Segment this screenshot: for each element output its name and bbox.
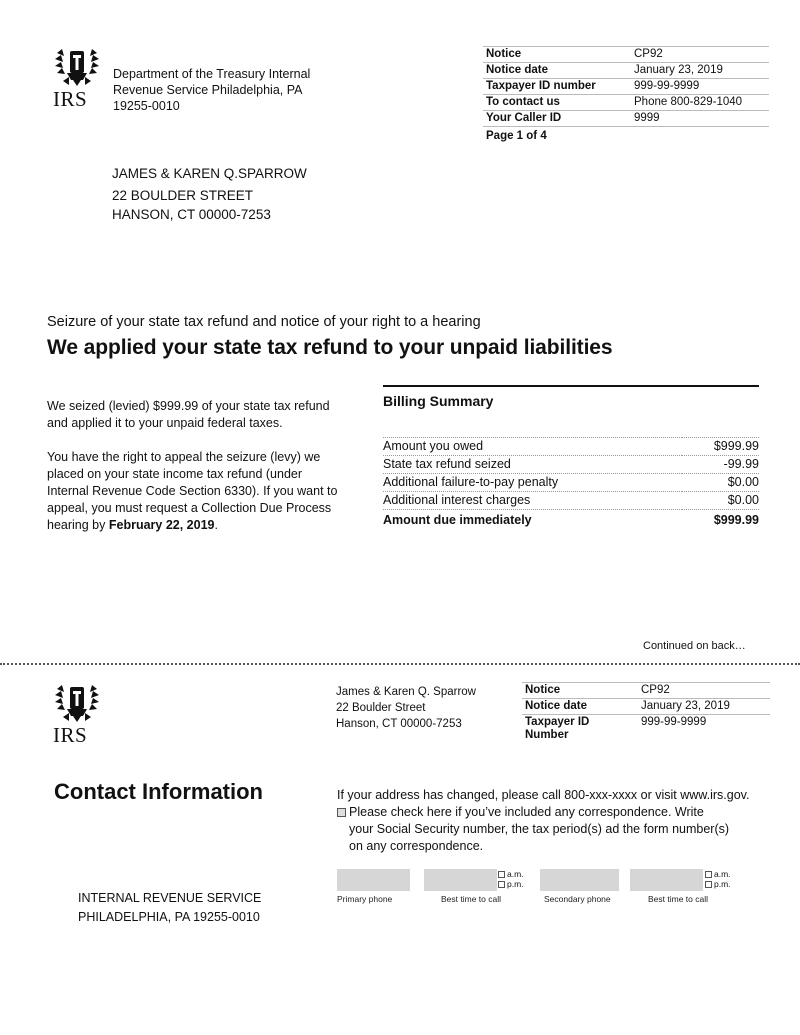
correspondence-checkbox[interactable]: [337, 808, 346, 817]
irs-eagle-icon: [53, 47, 101, 87]
billing-row: [383, 456, 759, 474]
sender-line: Revenue Service Philadelphia, PA: [113, 83, 303, 97]
best-time-field[interactable]: [424, 869, 497, 891]
notice-info-table: [483, 46, 769, 144]
appeal-text: You have the right to appeal the seizure (levy) we placed on your state income tax refund (under Internal Revenue Code Section 6330). If you want to appeal, you must request a Collection Due Process hearing by: [47, 450, 338, 532]
correspondence-line: [337, 804, 757, 821]
billing-total-label: Amount due immediately: [383, 510, 682, 530]
notice-label: Notice: [483, 47, 631, 63]
appeal-deadline: February 22, 2019: [108, 518, 215, 532]
irs-eagle-icon: [53, 683, 101, 723]
sender-address: [113, 66, 343, 114]
contact-instructions: [337, 787, 757, 855]
am-label: a.m.: [507, 869, 524, 879]
irs-city: PHILADELPHIA, PA 19255-0010: [78, 910, 260, 924]
pm-label: p.m.: [714, 879, 731, 889]
stub-taxpayer-id-row: [522, 715, 770, 744]
correspondence-line: your Social Security number, the tax period(s) ad the form number(s): [349, 822, 730, 836]
stub-notice-table: [522, 682, 770, 743]
billing-label: Additional failure-to-pay penalty: [383, 474, 682, 492]
stub-taxpayer-id-label: Taxpayer ID Number: [522, 715, 638, 744]
secondary-phone-field[interactable]: [540, 869, 619, 891]
contact-value: Phone 800-829-1040: [631, 95, 769, 111]
caller-id-value: 9999: [631, 111, 769, 127]
pm-label: p.m.: [507, 879, 524, 889]
stub-notice-value: CP92: [638, 683, 770, 699]
billing-value: $999.99: [682, 438, 759, 456]
primary-phone-field[interactable]: [337, 869, 410, 891]
irs-mailing-address: [78, 889, 261, 927]
irs-logo-stub: [53, 683, 101, 746]
continued-note: Continued on back…: [643, 640, 746, 652]
taxpayer-id-row: [483, 79, 769, 95]
stub-name: James & Karen Q. Sparrow: [336, 686, 476, 698]
caller-id-row: [483, 111, 769, 127]
stub-city: Hanson, CT 00000-7253: [336, 718, 462, 730]
billing-value: $0.00: [682, 474, 759, 492]
am-pm-options: [498, 869, 524, 889]
billing-table: [383, 437, 759, 529]
pm-checkbox[interactable]: [705, 881, 712, 888]
subheading: Seizure of your state tax refund and notice of your right to a hearing: [47, 314, 481, 330]
notice-date-value: January 23, 2019: [631, 63, 769, 79]
notice-date-row: [483, 63, 769, 79]
perforation-line: [0, 663, 800, 665]
body-text: [47, 398, 347, 551]
stub-street: 22 Boulder Street: [336, 702, 426, 714]
caller-id-label: Your Caller ID: [483, 111, 631, 127]
secondary-phone-caption: Secondary phone: [544, 894, 611, 904]
levy-paragraph: We seized (levied) $999.99 of your state tax refund and applied it to your unpaid federal taxes.: [47, 399, 330, 430]
correspondence-line: on any correspondence.: [349, 839, 484, 853]
address-change-text: If your address has changed, please call 800-xxx-xxxx or visit www.irs.gov.: [337, 788, 750, 802]
billing-summary: [383, 385, 759, 529]
taxpayer-id-value: 999-99-9999: [631, 79, 769, 95]
billing-value: $0.00: [682, 492, 759, 510]
irs-logo-text: IRS: [53, 723, 88, 747]
irs-logo: [53, 47, 101, 110]
billing-label: State tax refund seized: [383, 456, 682, 474]
primary-phone-caption: Primary phone: [337, 894, 393, 904]
notice-date-label: Notice date: [483, 63, 631, 79]
recipient-name: JAMES & KAREN Q.SPARROW: [112, 166, 307, 181]
billing-total-value: $999.99: [682, 510, 759, 530]
sender-line: 19255-0010: [113, 99, 180, 113]
billing-total-row: [383, 510, 759, 530]
notice-value: CP92: [631, 47, 769, 63]
irs-logo-text: IRS: [53, 87, 88, 111]
appeal-end: .: [214, 518, 218, 532]
stub-address: [336, 684, 476, 732]
page-label: Page 1 of 4: [486, 130, 547, 142]
billing-label: Additional interest charges: [383, 492, 682, 510]
recipient-city: HANSON, CT 00000-7253: [112, 207, 271, 222]
contact-row: [483, 95, 769, 111]
pm-checkbox[interactable]: [498, 881, 505, 888]
am-checkbox[interactable]: [498, 871, 505, 878]
page-row: [483, 127, 769, 145]
stub-notice-date-label: Notice date: [522, 699, 638, 715]
billing-row: [383, 492, 759, 510]
notice-row: [483, 47, 769, 63]
billing-label: Amount you owed: [383, 438, 682, 456]
appeal-paragraph: [47, 449, 347, 534]
am-pm-options-2: [705, 869, 731, 889]
recipient-address: [112, 164, 307, 224]
stub-notice-date-value: January 23, 2019: [638, 699, 770, 715]
billing-row: [383, 474, 759, 492]
stub-notice-label: Notice: [522, 683, 638, 699]
stub-notice-date-row: [522, 699, 770, 715]
am-checkbox[interactable]: [705, 871, 712, 878]
contact-information-title: Contact Information: [54, 779, 263, 804]
best-time-caption: Best time to call: [441, 894, 501, 904]
billing-title: Billing Summary: [383, 385, 759, 409]
am-label: a.m.: [714, 869, 731, 879]
billing-row: [383, 438, 759, 456]
best-time-field-2[interactable]: [630, 869, 703, 891]
sender-line: Department of the Treasury Internal: [113, 67, 311, 81]
correspondence-text: Please check here if you’ve included any correspondence. Write: [349, 805, 704, 819]
taxpayer-id-label: Taxpayer ID number: [483, 79, 631, 95]
billing-value: -99.99: [682, 456, 759, 474]
stub-taxpayer-id-value: 999-99-9999: [638, 715, 770, 744]
irs-name: INTERNAL REVENUE SERVICE: [78, 891, 262, 905]
recipient-street: 22 BOULDER STREET: [112, 188, 254, 203]
best-time-caption-2: Best time to call: [648, 894, 708, 904]
contact-label: To contact us: [483, 95, 631, 111]
headline: We applied your state tax refund to your unpaid liabilities: [47, 336, 613, 359]
stub-notice-row: [522, 683, 770, 699]
